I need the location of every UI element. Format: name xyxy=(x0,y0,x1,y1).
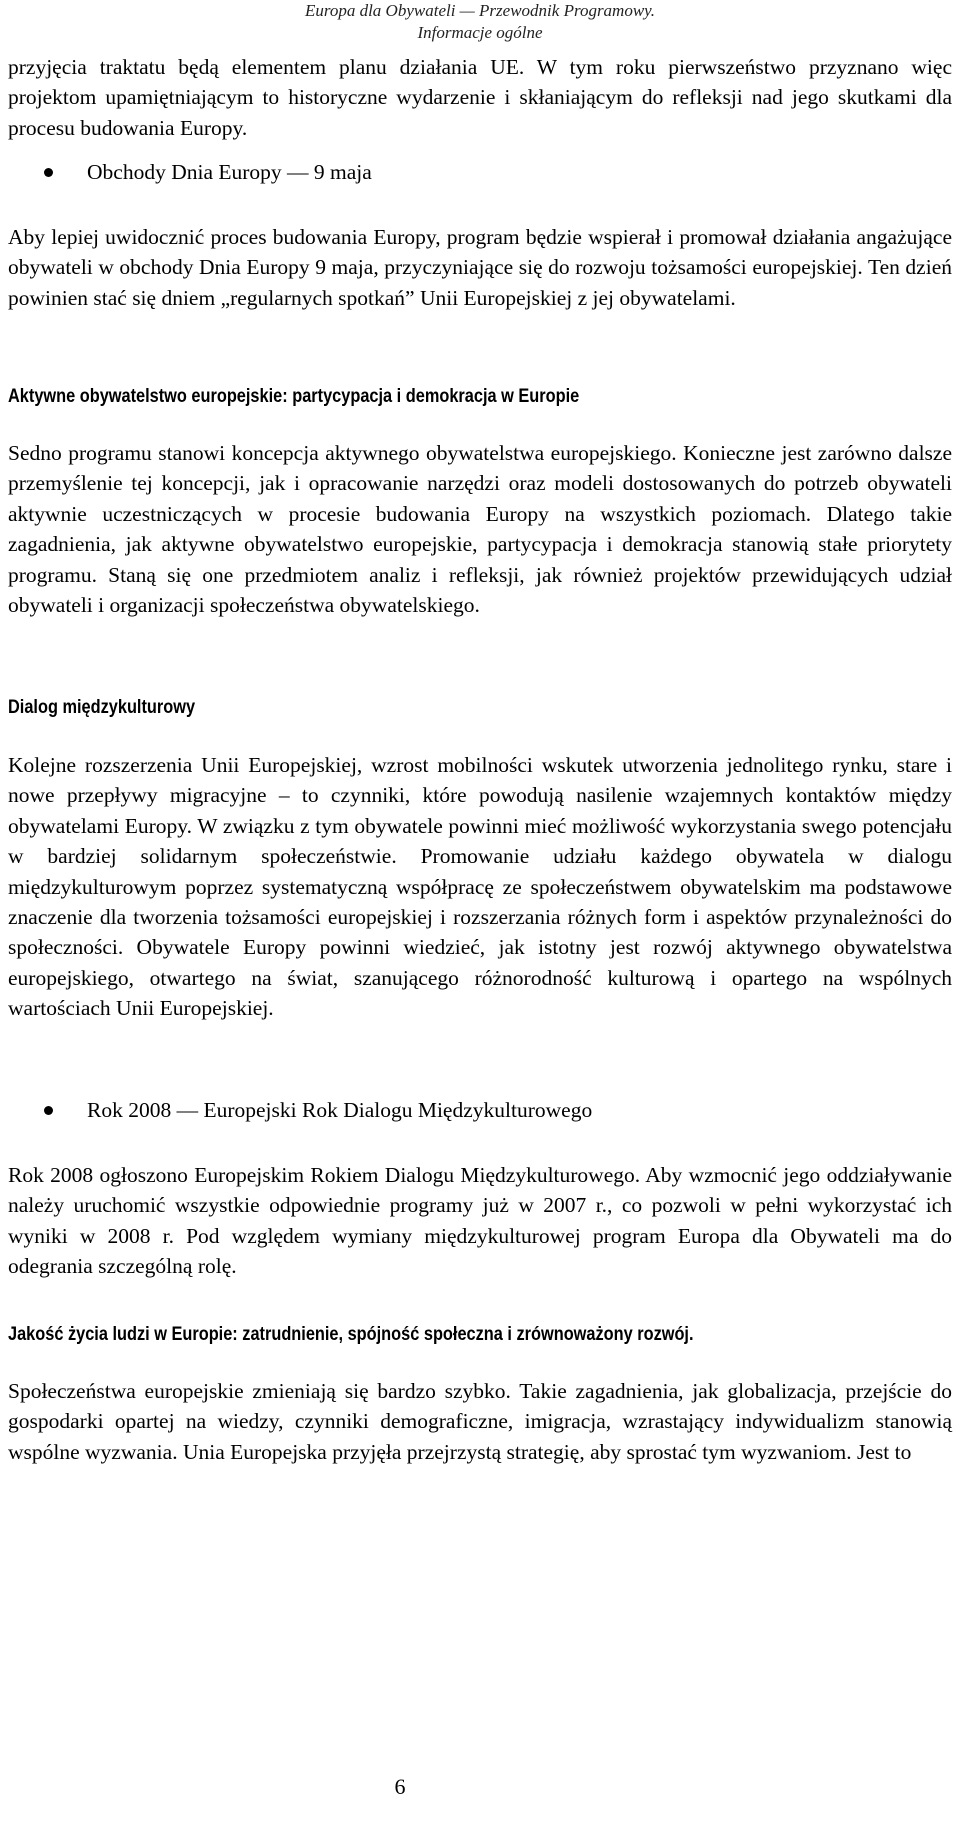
heading-intercultural-dialogue: Dialog międzykulturowy xyxy=(8,697,196,718)
paragraph-quality-of-life: Społeczeństwa europejskie zmieniają się bardzo szybko. Takie zagadnienia, jak globalizacja, przejście do gospodarki opartej na wiedzy, czynniki demograficzne, imigracja, wzrastający indywidualizm stanowią wspólne wyzwania. Unia Europejska przyjęła przejrzystą strategię, aby sprostać tym wyzwaniom. Jest to xyxy=(8,1379,952,1464)
running-header xyxy=(0,0,960,44)
paragraph-active-citizenship: Sedno programu stanowi koncepcja aktywnego obywatelstwa europejskiego. Konieczne jest zarówno dalsze przemyślenie tej koncepcji, jak i opracowanie narzędzi oraz modeli dostosowanych do potrzeb obywateli aktywnie uczestniczących w procesie budowania Europy na wszystkich poziomach. Dlatego takie zagadnienia, jak aktywne obywatelstwo europejskie, partycypacja i demokracja stanowią stałe priorytety programu. Staną się one przedmiotem analiz i refleksji, jak również projektów przewidujących udział obywateli i organizacji społeczeństwa obywatelskiego. xyxy=(8,441,952,618)
paragraph-intercultural-dialogue: Kolejne rozszerzenia Unii Europejskiej, wzrost mobilności wskutek utworzenia jednolitego rynku, stare i nowe przepływy migracyjne – to czynniki, które powodują nasilenie wzajemnych kontaktów między obywatelami Europy. W związku z tym obywatele powinni mieć możliwość wykorzystania swego potencjału w bardziej solidarnym społeczeństwie. Promowanie udziału każdego obywatela w dialogu międzykulturowym poprzez systematyczną współpracę ze społeczeństwem obywatelskim ma podstawowe znaczenie dla tworzenia tożsamości europejskiej i rozszerzania różnych form i aspektów przynależności do społeczności. Obywatele Europy powinni wiedzieć, jak istotny jest rozwój aktywnego obywatelstwa europejskiego, otwartego na świat, szanującego różnorodność kulturową i opartego na wspólnych wartościach Unii Europejskiej. xyxy=(8,753,952,1021)
heading-quality-of-life: Jakość życia ludzi w Europie: zatrudnienie, spójność społeczna i zrównoważony rozwój. xyxy=(8,1324,694,1345)
bullet-europe-day xyxy=(44,157,372,187)
header-title: Europa dla Obywateli — Przewodnik Programowy. xyxy=(304,1,656,20)
header-subtitle: Informacje ogólne xyxy=(417,23,543,42)
bullet-label: Obchody Dnia Europy — 9 maja xyxy=(87,160,372,184)
page-number: 6 xyxy=(394,1774,406,1799)
bullet-label: Rok 2008 — Europejski Rok Dialogu Międzykulturowego xyxy=(87,1098,593,1122)
paragraph-intro: przyjęcia traktatu będą elementem planu działania UE. W tym roku pierwszeństwo przyznano więc projektom upamiętniającym to historyczne wydarzenie i skłaniającym do refleksji nad jego skutkami dla procesu budowania Europy. xyxy=(8,55,952,140)
paragraph-year-2008: Rok 2008 ogłoszono Europejskim Rokiem Dialogu Międzykulturowego. Aby wzmocnić jego oddziaływanie należy uruchomić wszystkie odpowiednie programy już w 2007 r., co pozwoli w pełni wykorzystać ich wyniki w 2008 r. Pod względem wymiany międzykulturowej program Europa dla Obywateli ma do odegrania szczególną rolę. xyxy=(8,1163,952,1279)
bullet-dot-icon xyxy=(44,168,53,177)
heading-active-citizenship: Aktywne obywatelstwo europejskie: partycypacja i demokracja w Europie xyxy=(8,386,580,407)
bullet-year-2008 xyxy=(44,1095,592,1125)
paragraph-europe-day: Aby lepiej uwidocznić proces budowania Europy, program będzie wspierał i promował działania angażujące obywateli w obchody Dnia Europy 9 maja, przyczyniające się do rozwoju tożsamości europejskiej. Ten dzień powinien stać się dniem „regularnych spotkań” Unii Europejskiej z jej obywatelami. xyxy=(8,225,952,310)
bullet-dot-icon xyxy=(44,1106,53,1115)
